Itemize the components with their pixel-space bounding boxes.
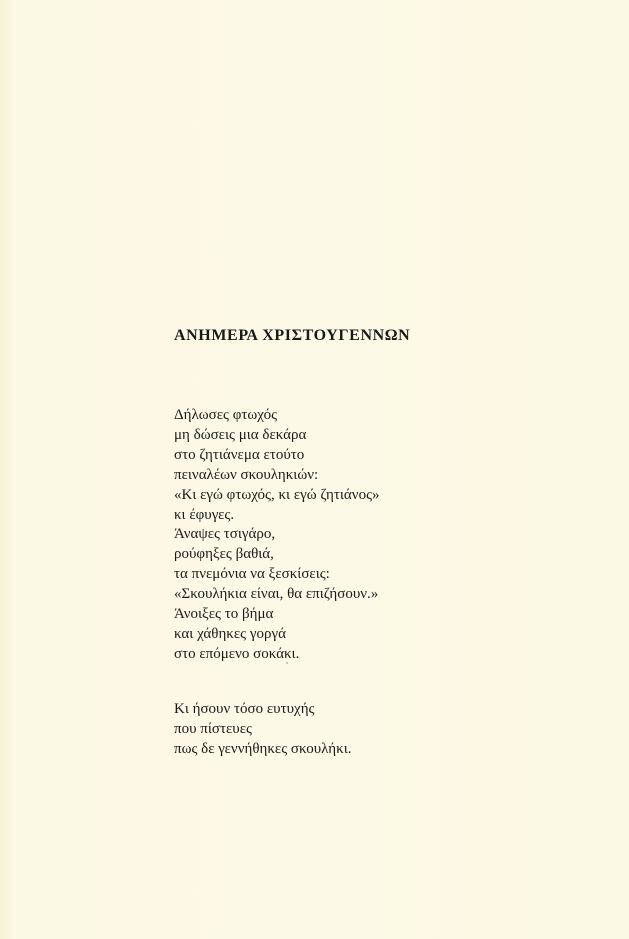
poem-line: και χάθηκες γοργά — [174, 625, 286, 642]
poem-line: μη δώσεις μια δεκάρα — [174, 426, 307, 443]
poem-line: «Κι εγώ φτωχός, κι εγώ ζητιάνος» — [174, 486, 380, 503]
poem-line: πειναλέων σκουληκιών: — [174, 466, 319, 483]
stanza-1 — [174, 406, 594, 665]
poem-line: «Σκουλήκια είναι, θα επιζήσουν.» — [174, 586, 379, 603]
paper-speck — [286, 662, 288, 664]
poem-line: πως δε γεννήθηκες σκουλήκι. — [174, 740, 352, 757]
poem-line: στο επόμενο σοκάκι. — [174, 645, 300, 662]
stanza-gap — [174, 665, 594, 700]
poem-line: Δήλωσες φτωχός — [174, 407, 278, 423]
poem-line: κι έφυγες. — [174, 506, 235, 523]
poem — [174, 326, 594, 760]
stanza-2 — [174, 700, 594, 760]
poem-line: Κι ήσουν τόσο ευτυχής — [174, 700, 315, 717]
poem-line: Άνοιξες το βήμα — [174, 606, 274, 623]
poem-line: ρούφηξες βαθιά, — [174, 546, 274, 563]
poem-title: ΑΝΗΜΕΡΑ ΧΡΙΣΤΟΥΓΕΝΝΩΝ — [174, 327, 411, 344]
poem-line: Άναψες τσιγάρο, — [174, 526, 276, 543]
poem-line: που πίστευες — [174, 720, 252, 737]
poem-line: τα πνεμόνια να ξεσκίσεις: — [174, 566, 330, 583]
poem-line: στο ζητιάνεμα ετούτο — [174, 446, 305, 463]
